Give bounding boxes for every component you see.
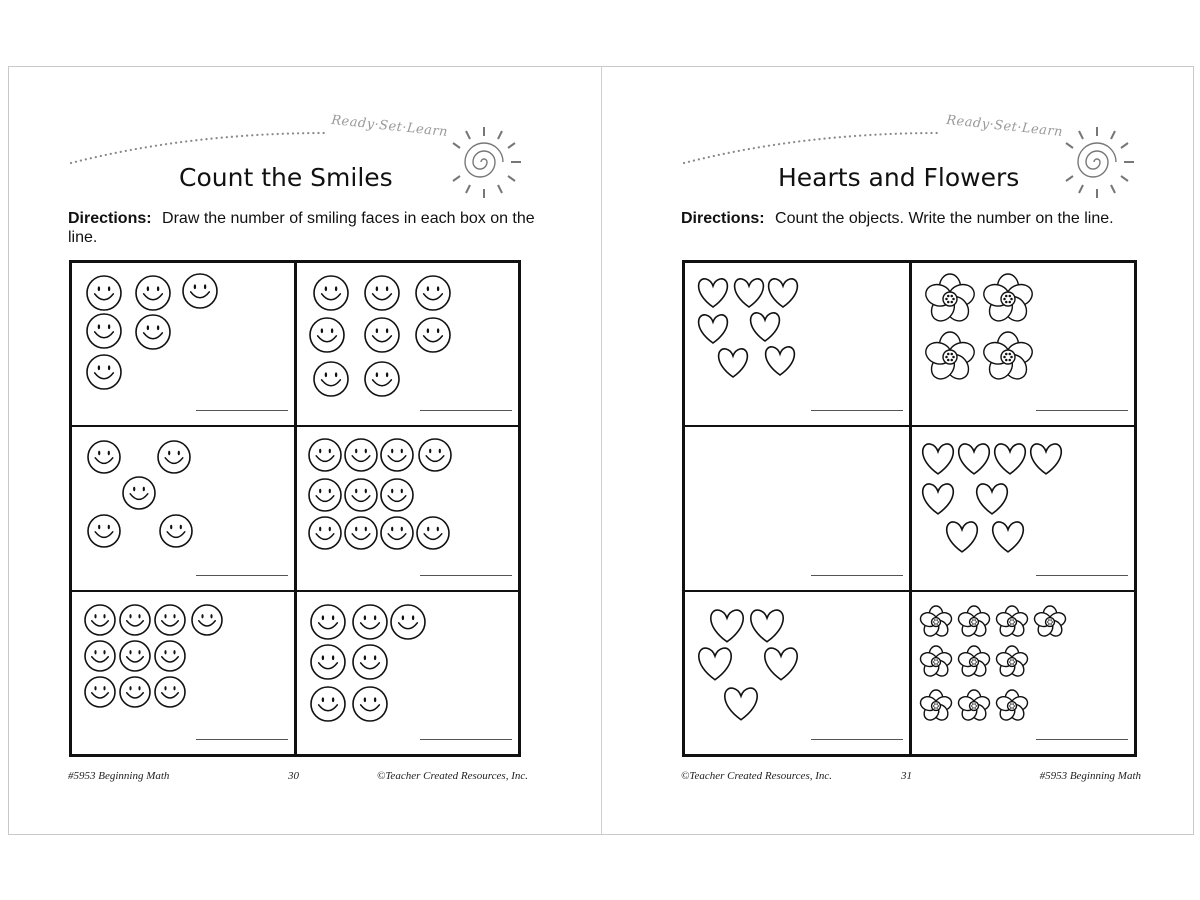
smile-face-icon [345, 517, 377, 549]
smile-face-icon [88, 441, 120, 473]
flower-icon [994, 606, 1029, 639]
smile-face-icon [416, 276, 450, 310]
heart-icon [699, 315, 728, 343]
footer-page-number: 30 [288, 770, 299, 782]
count-box-2 [295, 262, 519, 426]
footer-page-number: 31 [901, 770, 912, 782]
flower-icon [918, 606, 953, 639]
smile-face-icon [353, 687, 387, 721]
flower-icon [918, 646, 953, 679]
smile-face-icon [155, 677, 185, 707]
heart-icon [994, 444, 1025, 474]
count-box-6 [910, 591, 1136, 755]
flower-icon [922, 332, 976, 383]
sun-swirl-icon [1054, 123, 1140, 201]
smile-face-icon [311, 687, 345, 721]
page-footer [681, 770, 1141, 790]
directions-label: Directions: [681, 210, 765, 227]
page-footer [68, 770, 528, 790]
flower-icon [956, 690, 991, 723]
smile-face-icon [309, 439, 341, 471]
footer-book-id: #5953 Beginning Math [68, 770, 170, 782]
left-page [9, 67, 602, 834]
count-box-5 [684, 591, 910, 755]
heart-icon [711, 610, 743, 642]
smile-face-icon [120, 641, 150, 671]
flower-icon [956, 606, 991, 639]
smile-face-icon [365, 318, 399, 352]
directions [681, 209, 1151, 228]
directions-label: Directions: [68, 210, 152, 227]
smile-face-icon [87, 314, 121, 348]
smile-face-icon [314, 276, 348, 310]
footer-book-id: #5953 Beginning Math [1039, 770, 1141, 782]
flower-icon [994, 646, 1029, 679]
answer-line[interactable] [420, 575, 512, 576]
smile-face-icon [309, 517, 341, 549]
smile-face-icon [136, 276, 170, 310]
answer-line[interactable] [1036, 739, 1128, 740]
smile-face-icon [381, 439, 413, 471]
answer-line[interactable] [811, 739, 903, 740]
flower-icon [1032, 606, 1067, 639]
smile-face-icon [85, 677, 115, 707]
flower-icon [994, 690, 1029, 723]
answer-line[interactable] [420, 410, 512, 411]
smile-face-icon [85, 641, 115, 671]
smile-face-icon [120, 677, 150, 707]
page-title: Count the Smiles [179, 163, 393, 192]
directions-text: Count the objects. Write the number on the line. [775, 210, 1114, 227]
count-box-1 [684, 262, 910, 426]
smile-face-icon [310, 318, 344, 352]
smile-face-icon [87, 276, 121, 310]
dotted-arc-decoration [682, 111, 942, 171]
smile-face-icon [353, 605, 387, 639]
heart-icon [1030, 444, 1061, 474]
count-box-4 [295, 426, 519, 590]
heart-icon [958, 444, 989, 474]
counting-grid [69, 260, 521, 757]
count-box-2 [910, 262, 1136, 426]
smile-face-icon [311, 605, 345, 639]
smile-face-icon [155, 605, 185, 635]
workbook-spread [8, 66, 1194, 835]
answer-line[interactable] [420, 739, 512, 740]
heart-icon [751, 610, 783, 642]
answer-line[interactable] [1036, 575, 1128, 576]
heart-icon [751, 313, 780, 341]
answer-line[interactable] [811, 410, 903, 411]
smile-face-icon [391, 605, 425, 639]
smile-face-icon [417, 517, 449, 549]
smile-face-icon [160, 515, 192, 547]
right-page [602, 67, 1194, 834]
count-box-1 [71, 262, 295, 426]
smile-face-icon [345, 479, 377, 511]
smile-face-icon [419, 439, 451, 471]
count-box-4 [910, 426, 1136, 590]
smile-face-icon [123, 477, 155, 509]
count-box-5 [71, 591, 295, 755]
answer-line[interactable] [196, 410, 288, 411]
smile-face-icon [381, 517, 413, 549]
heart-icon [719, 349, 748, 377]
heart-icon [699, 648, 731, 680]
count-box-3 [71, 426, 295, 590]
count-box-3 [684, 426, 910, 590]
heart-icon [765, 648, 797, 680]
heart-icon [735, 279, 764, 307]
smile-face-icon [353, 645, 387, 679]
smile-face-icon [192, 605, 222, 635]
heart-icon [922, 484, 953, 514]
smile-face-icon [155, 641, 185, 671]
smile-face-icon [365, 362, 399, 396]
heart-icon [922, 444, 953, 474]
directions-text: Draw the number of smiling faces in each box on the line. [68, 210, 535, 246]
sun-swirl-icon [441, 123, 527, 201]
count-box-6 [295, 591, 519, 755]
flower-icon [922, 274, 976, 325]
dotted-arc-decoration [69, 111, 329, 171]
smile-face-icon [158, 441, 190, 473]
heart-icon [769, 279, 798, 307]
smile-face-icon [311, 645, 345, 679]
brand-logo-text: Ready·Set·Learn [945, 112, 1064, 141]
counting-grid [682, 260, 1137, 757]
flower-icon [980, 332, 1034, 383]
smile-face-icon [120, 605, 150, 635]
smile-face-icon [345, 439, 377, 471]
heart-icon [976, 484, 1007, 514]
smile-face-icon [381, 479, 413, 511]
smile-face-icon [88, 515, 120, 547]
smile-face-icon [314, 362, 348, 396]
footer-copyright: ©Teacher Created Resources, Inc. [376, 770, 528, 782]
answer-line[interactable] [196, 575, 288, 576]
smile-face-icon [87, 355, 121, 389]
smile-face-icon [416, 318, 450, 352]
directions [68, 209, 538, 247]
brand-logo-text: Ready·Set·Learn [330, 112, 449, 141]
answer-line[interactable] [811, 575, 903, 576]
answer-line[interactable] [196, 739, 288, 740]
answer-line[interactable] [1036, 410, 1128, 411]
smile-face-icon [85, 605, 115, 635]
smile-face-icon [309, 479, 341, 511]
page-title: Hearts and Flowers [778, 163, 1020, 192]
flower-icon [956, 646, 991, 679]
heart-icon [992, 522, 1023, 552]
smile-face-icon [136, 315, 170, 349]
flower-icon [980, 274, 1034, 325]
heart-icon [725, 688, 757, 720]
heart-icon [946, 522, 977, 552]
smile-face-icon [365, 276, 399, 310]
smile-face-icon [183, 274, 217, 308]
footer-copyright: ©Teacher Created Resources, Inc. [681, 770, 833, 782]
heart-icon [766, 347, 795, 375]
heart-icon [699, 279, 728, 307]
flower-icon [918, 690, 953, 723]
